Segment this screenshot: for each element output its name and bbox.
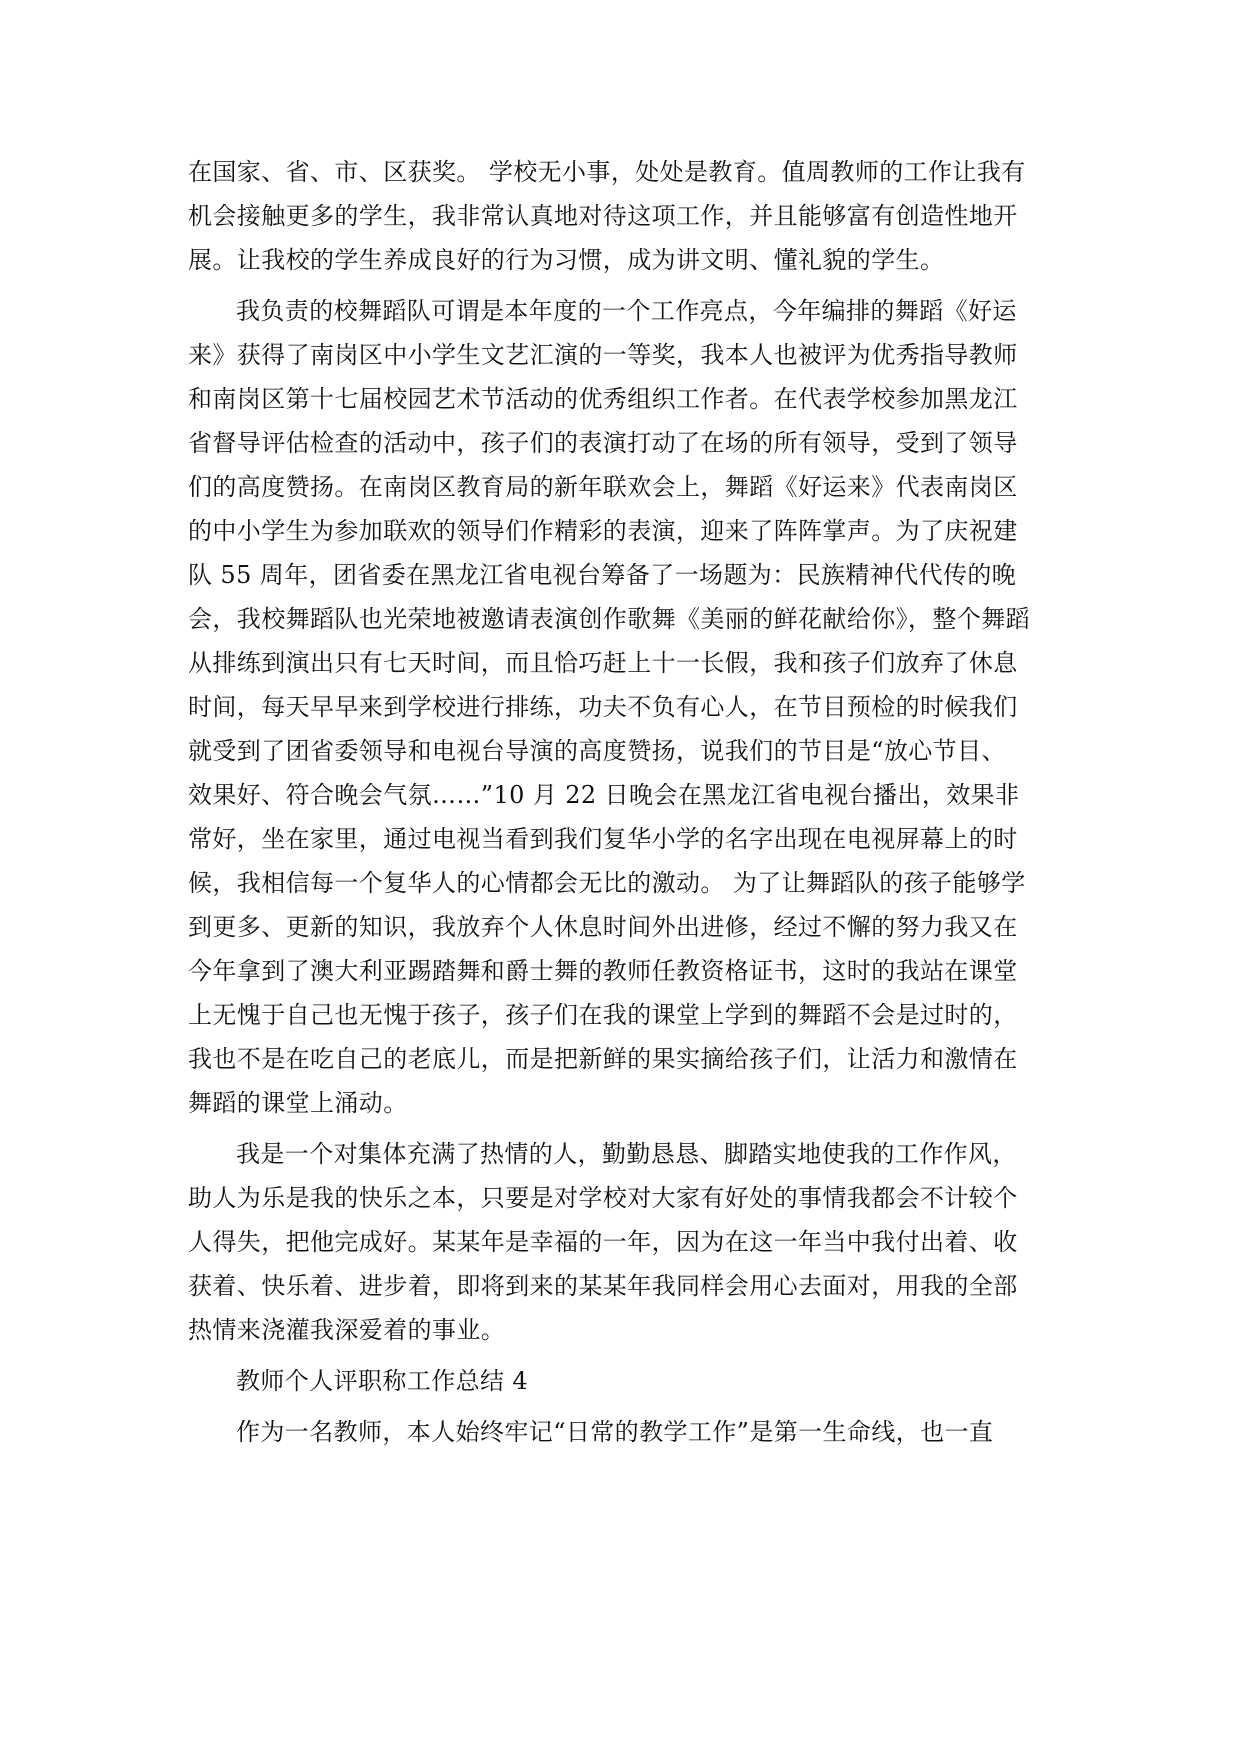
text-line: 上无愧于自己也无愧于孩子，孩子们在我的课堂上学到的舞蹈不会是过时的， (188, 1001, 1018, 1029)
text-line: 作为一名教师，本人始终牢记“日常的教学工作”是第一生命线，也一直 (236, 1418, 994, 1446)
text-line: 们的高度赞扬。在南岗区教育局的新年联欢会上，舞蹈《好运来》代表南岗区 (188, 473, 1018, 501)
text-line: 的中小学生为参加联欢的领导们作精彩的表演，迎来了阵阵掌声。为了庆祝建 (188, 517, 1018, 545)
section-heading (188, 1359, 1050, 1403)
text-line: 在国家、省、市、区获奖。 学校无小事，处处是教育。值周教师的工作让我有 (188, 158, 1026, 186)
heading-line: 教师个人评职称工作总结 4 (236, 1367, 529, 1395)
text-line: 常好，坐在家里，通过电视当看到我们复华小学的名字出现在电视屏幕上的时 (188, 825, 1018, 853)
text-line: 候，我相信每一个复华人的心情都会无比的激动。 为了让舞蹈队的孩子能够学 (188, 869, 1026, 897)
text-line: 省督导评估检查的活动中，孩子们的表演打动了在场的所有领导，受到了领导 (188, 429, 1018, 457)
text-line: 时间，每天早早来到学校进行排练，功夫不负有心人，在节目预检的时候我们 (188, 693, 1018, 721)
text-line: 效果好、符合晚会气氛……”10 月 22 日晚会在黑龙江省电视台播出，效果非 (188, 781, 1020, 809)
text-line: 就受到了团省委领导和电视台导演的高度赞扬，说我们的节目是“放心节目、 (188, 737, 1006, 765)
text-line: 队 55 周年，团省委在黑龙江省电视台筹备了一场题为：民族精神代代传的晚 (188, 561, 1017, 589)
text-line: 和南岗区第十七届校园艺术节活动的优秀组织工作者。在代表学校参加黑龙江 (188, 385, 1018, 413)
text-line: 来》获得了南岗区中小学生文艺汇演的一等奖，我本人也被评为优秀指导教师 (188, 341, 1018, 369)
text-line: 我是一个对集体充满了热情的人，勤勤恳恳、脚踏实地使我的工作作风， (236, 1140, 1017, 1168)
text-line: 助人为乐是我的快乐之本，只要是对学校对大家有好处的事情我都会不计较个 (188, 1184, 1018, 1212)
paragraph-4 (188, 1410, 1050, 1454)
text-line: 机会接触更多的学生，我非常认真地对待这项工作，并且能够富有创造性地开 (188, 202, 1018, 230)
document-body (188, 150, 1050, 1454)
text-line: 从排练到演出只有七天时间，而且恰巧赶上十一长假，我和孩子们放弃了休息 (188, 649, 1018, 677)
text-line: 舞蹈的课堂上涌动。 (188, 1089, 408, 1117)
text-line: 人得失，把他完成好。某某年是幸福的一年，因为在这一年当中我付出着、收 (188, 1228, 1018, 1256)
text-line: 我也不是在吃自己的老底儿，而是把新鲜的果实摘给孩子们，让活力和激情在 (188, 1045, 1018, 1073)
text-line: 到更多、更新的知识，我放弃个人休息时间外出进修，经过不懈的努力我又在 (188, 913, 1018, 941)
text-line: 会，我校舞蹈队也光荣地被邀请表演创作歌舞《美丽的鲜花献给你》，整个舞蹈 (188, 605, 1030, 633)
text-line: 获着、快乐着、进步着，即将到来的某某年我同样会用心去面对，用我的全部 (188, 1272, 1018, 1300)
paragraph-3 (188, 1132, 1050, 1352)
paragraph-2 (188, 289, 1050, 1125)
text-line: 今年拿到了澳大利亚踢踏舞和爵士舞的教师任教资格证书，这时的我站在课堂 (188, 957, 1018, 985)
text-line: 展。让我校的学生养成良好的行为习惯，成为讲文明、懂礼貌的学生。 (188, 246, 945, 274)
text-line: 我负责的校舞蹈队可谓是本年度的一个工作亮点，今年编排的舞蹈《好运 (236, 297, 1017, 325)
paragraph-1 (188, 150, 1050, 282)
text-line: 热情来浇灌我深爱着的事业。 (188, 1316, 506, 1344)
